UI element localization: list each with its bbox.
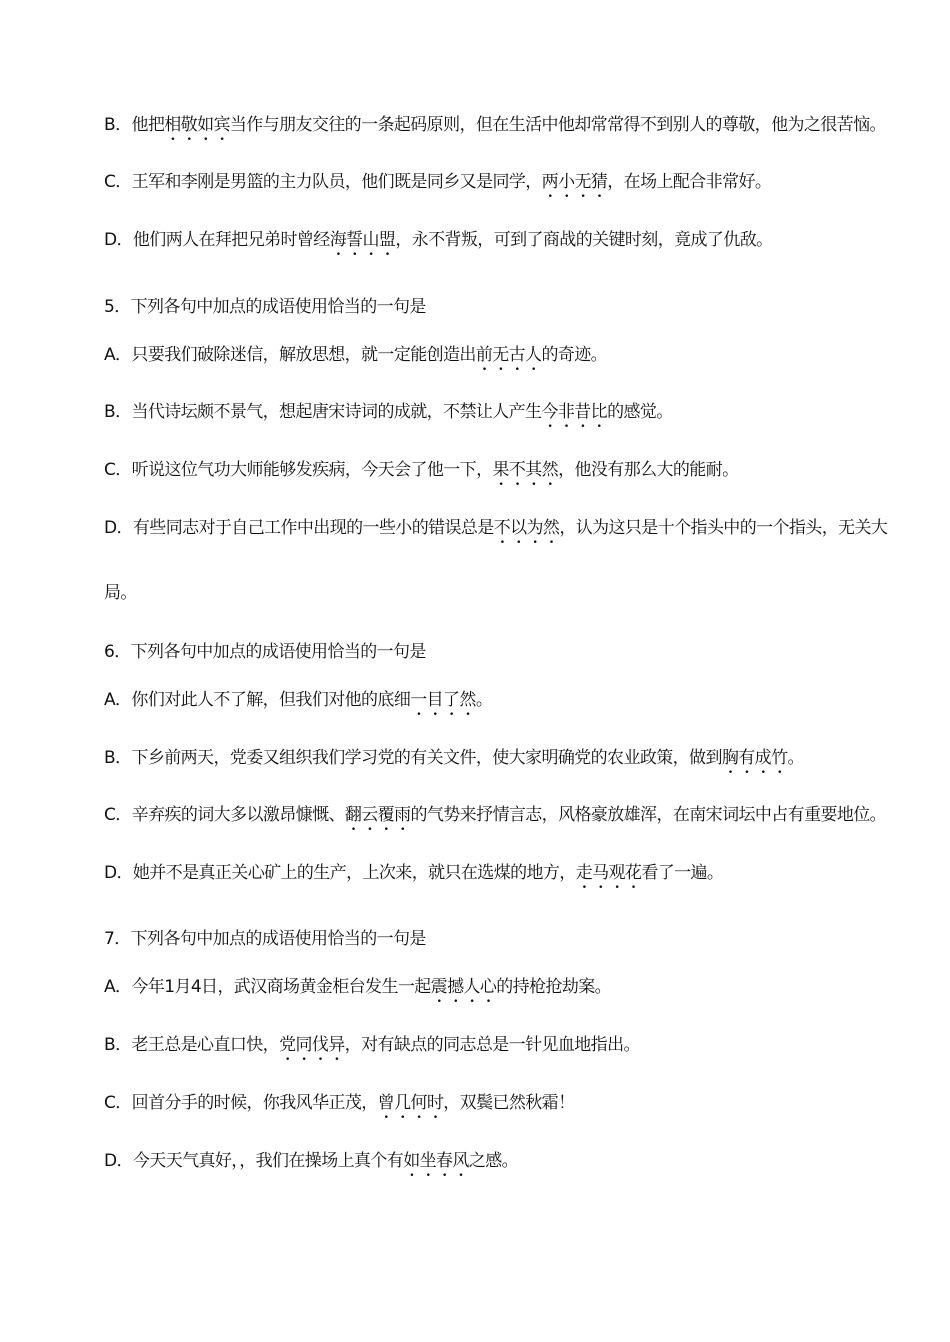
line-text: C．王军和李刚是男篮的主力队员，他们既是同乡又是同学，: [104, 172, 542, 192]
line-text: B．下乡前两天，党委又组织我们学习党的有关文件，使大家明确党的农业政策，做到: [104, 748, 722, 768]
option-line: [104, 458, 864, 490]
line-text: 。: [475, 690, 493, 710]
dotted-idiom: 党同伐异: [279, 1035, 345, 1055]
option-line: [104, 113, 886, 145]
dotted-idiom: 海誓山盟: [329, 230, 396, 250]
line-text: A．你们对此人不了解，但我们对他的底细: [104, 690, 411, 710]
line-text: C．听说这位气功大师能够发疾病，今天会了他一下，: [104, 460, 493, 480]
option-line: [104, 1149, 864, 1181]
option-line: [104, 170, 864, 202]
dotted-idiom: 果不其然: [492, 460, 559, 480]
line-text: ，双鬓已然秋霜！: [443, 1093, 575, 1113]
option-line: [104, 861, 864, 893]
dotted-idiom: 相敬如宾: [164, 115, 230, 135]
line-text: ，他没有那么大的能耐。: [558, 460, 739, 480]
option-line: [104, 400, 864, 432]
dotted-idiom: 震撼人心: [430, 977, 497, 997]
dotted-idiom: 一目了然: [410, 690, 476, 710]
question-title: [104, 295, 864, 319]
line-text: 看了一遍。: [641, 863, 724, 883]
dotted-idiom: 不以为然: [493, 518, 560, 538]
option-line: [104, 516, 888, 548]
line-text: B．他把: [104, 115, 165, 135]
line-text: ，在场上配合非常好。: [607, 172, 772, 192]
line-text: ，对有缺点的同志总是一针见血地指出。: [344, 1035, 640, 1055]
option-line: [104, 975, 864, 1007]
dotted-idiom: 两小无猜: [541, 172, 608, 192]
option-line: [104, 803, 887, 835]
dotted-idiom: 今非昔比: [541, 402, 608, 422]
line-text: D．有些同志对于自己工作中出现的一些小的错误总是: [104, 518, 494, 538]
line-text: C．辛弃疾的词大多以激昂慷慨、: [104, 805, 345, 825]
line-text: 。: [787, 748, 804, 768]
line-text: D．她并不是真正关心矿上的生产，上次来，就只在选煤的地方，: [104, 863, 576, 883]
line-text: ，永不背叛，可到了商战的关键时刻，竟成了仇敌。: [395, 230, 773, 250]
line-text: D．他们两人在拜把兄弟时曾经: [104, 230, 330, 250]
line-text: 当作与朋友交往的一条起码原则，但在生活中他却常常得不到别人的尊敬，他为之很苦恼。: [229, 115, 886, 135]
dotted-idiom: 翻云覆雨: [344, 805, 411, 825]
dotted-idiom: 如坐春风: [403, 1151, 469, 1171]
line-text: A．今年1月4日，武汉商场黄金柜台发生一起: [104, 977, 431, 997]
option-line: [104, 343, 864, 375]
dotted-idiom: 曾几何时: [377, 1093, 444, 1113]
line-text: 局。: [104, 583, 137, 603]
option-line: [104, 688, 864, 720]
line-text: 的持枪抢劫案。: [496, 977, 612, 997]
option-line-continuation: [104, 581, 864, 605]
line-text: 的感觉。: [607, 402, 673, 422]
line-text: A．只要我们破除迷信，解放思想，就一定能创造出: [104, 345, 476, 365]
question-title: [104, 640, 864, 664]
option-line: [104, 228, 864, 260]
dotted-idiom: 前无古人: [475, 345, 542, 365]
line-text: B．当代诗坛颇不景气，想起唐宋诗词的成就，不禁让人产生: [104, 402, 542, 422]
line-text: ，认为这只是十个指头中的一个指头，无关大: [559, 518, 888, 538]
line-text: 7．下列各句中加点的成语使用恰当的一句是: [104, 929, 426, 949]
dotted-idiom: 走马观花: [575, 863, 642, 883]
option-line: [104, 1033, 864, 1065]
line-text: C．回首分手的时候，你我风华正茂，: [104, 1093, 378, 1113]
line-text: B．老王总是心直口快，: [104, 1035, 280, 1055]
line-text: 之感。: [468, 1151, 519, 1171]
line-text: 5．下列各句中加点的成语使用恰当的一句是: [104, 297, 426, 317]
option-line: [104, 1091, 864, 1123]
question-title: [104, 927, 864, 951]
dotted-idiom: 胸有成竹: [721, 748, 788, 768]
line-text: D．今天天气真好，，我们在操场上真个有: [104, 1151, 404, 1171]
line-text: 6．下列各句中加点的成语使用恰当的一句是: [104, 642, 426, 662]
option-line: [104, 746, 864, 778]
line-text: 的气势来抒情言志，风格豪放雄浑，在南宋词坛中占有重要地位。: [410, 805, 887, 825]
line-text: 的奇迹。: [541, 345, 608, 365]
